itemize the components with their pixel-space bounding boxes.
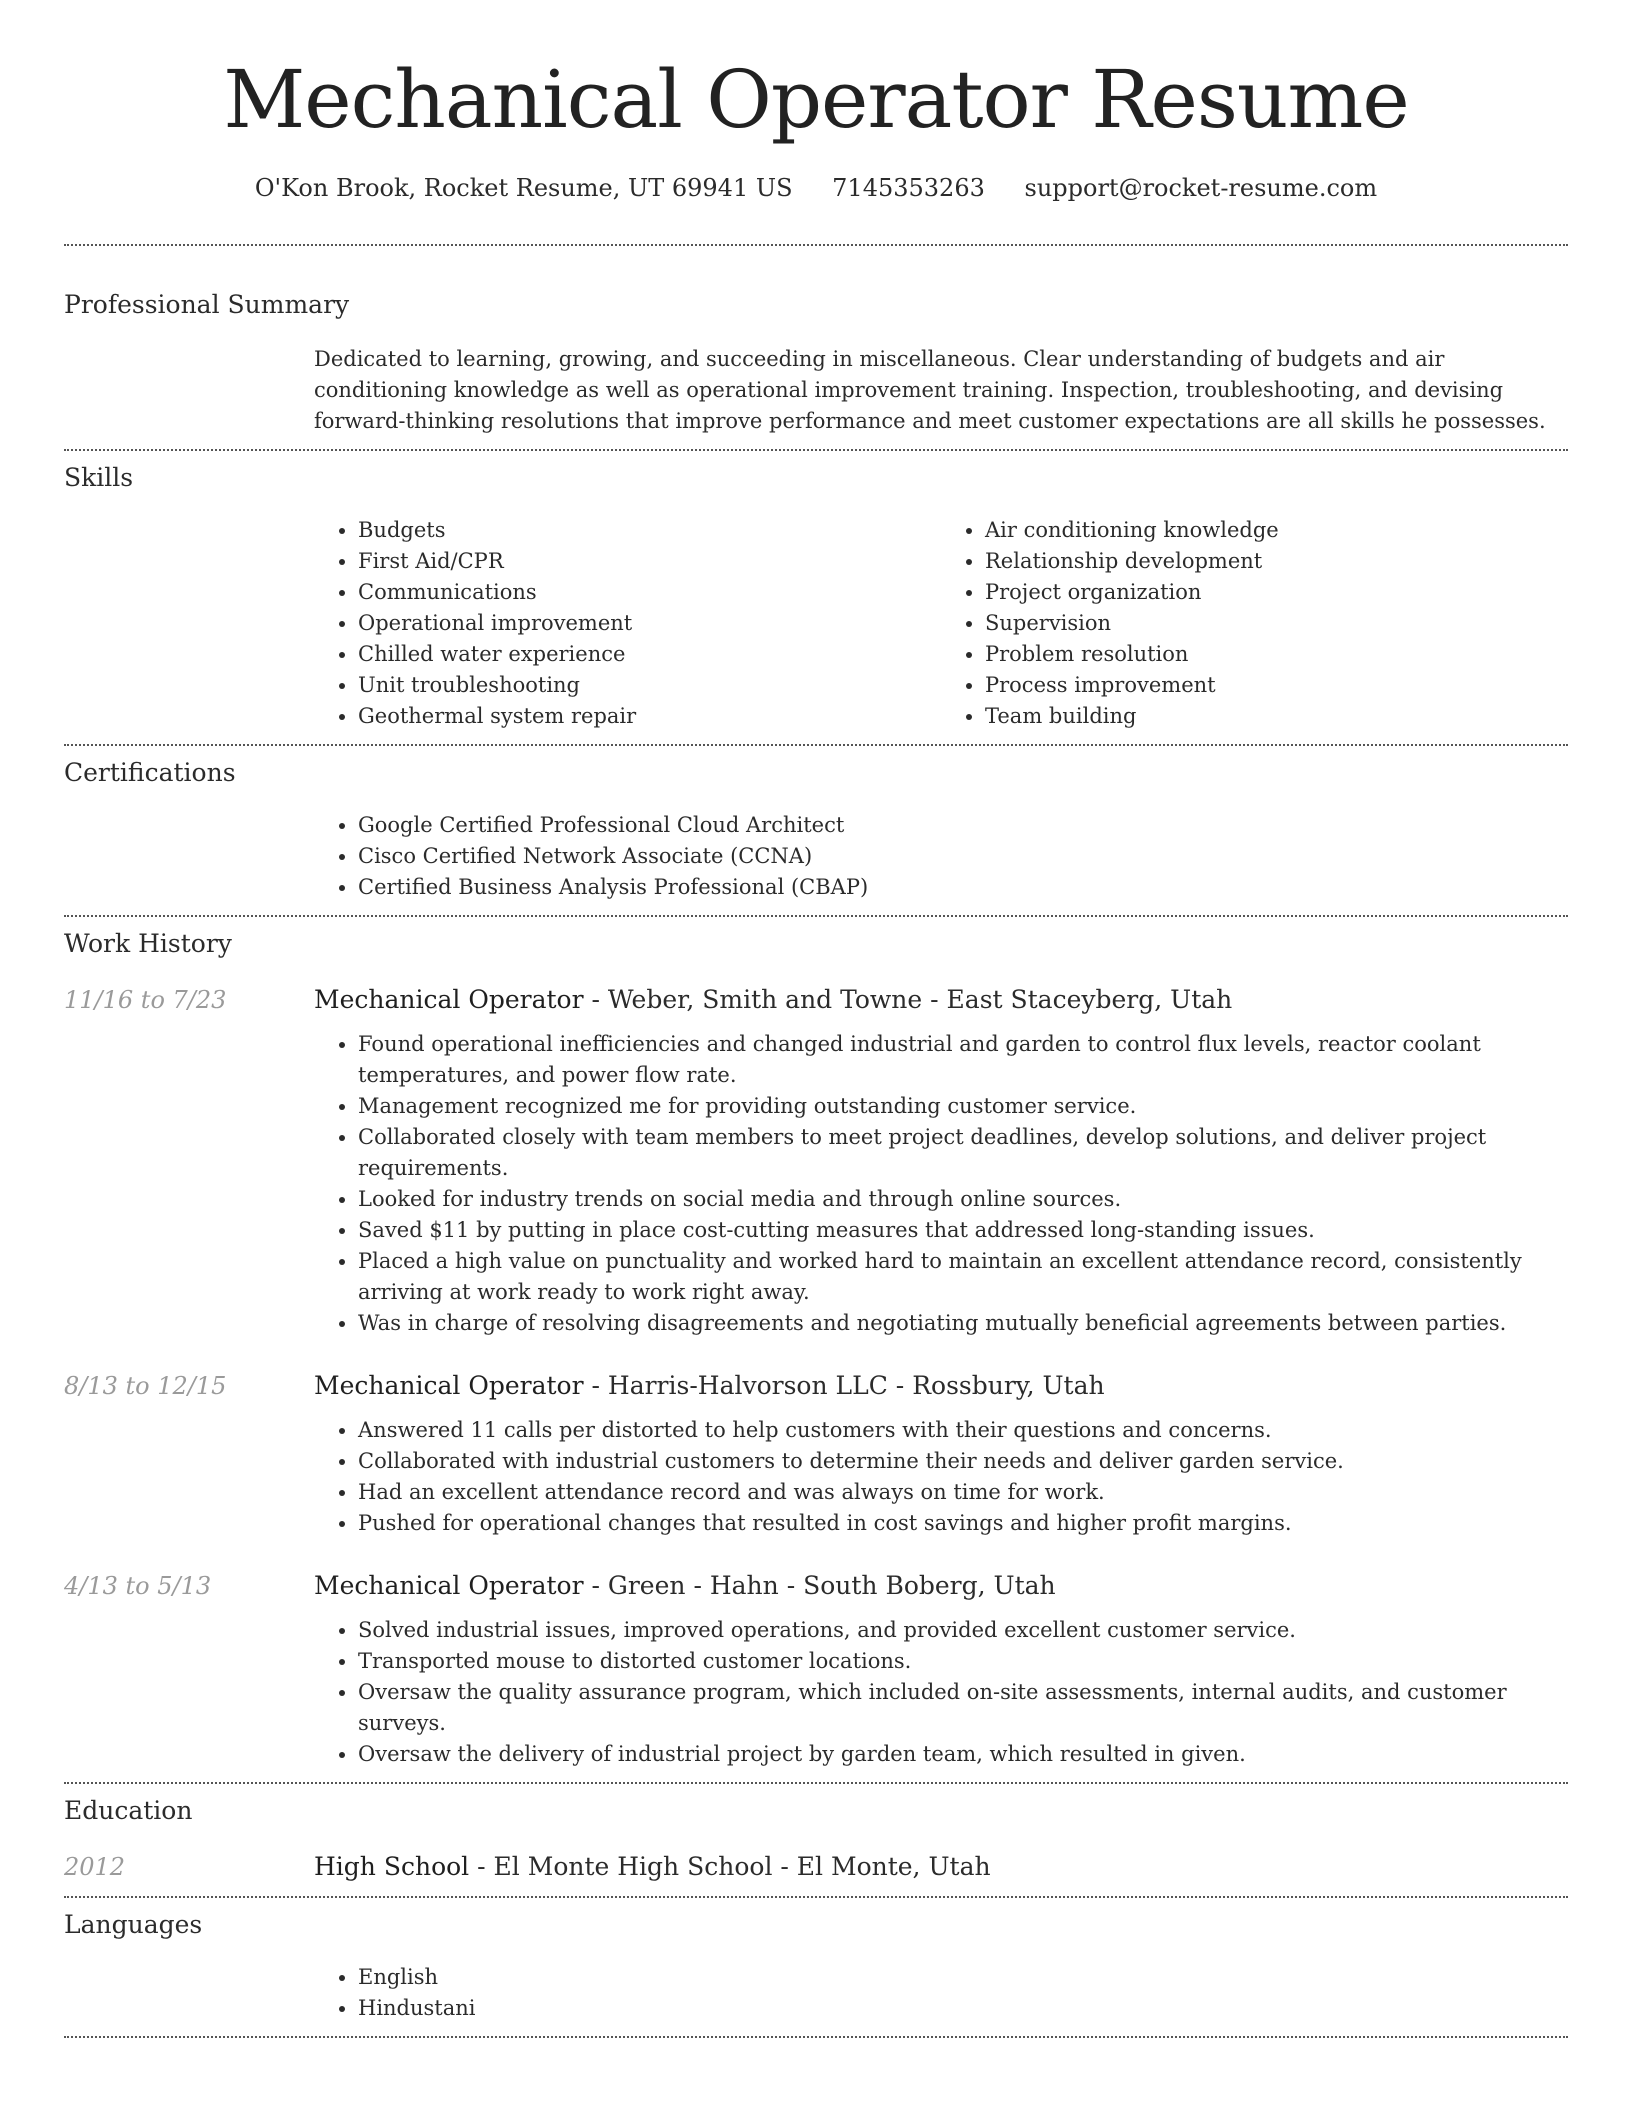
job-duties [314,1029,1568,1339]
list-item: • Process improvement [985,670,1568,701]
section-heading-summary: Professional Summary [64,290,350,319]
list-item: • Air conditioning knowledge [985,515,1568,546]
job-duties [314,1615,1568,1770]
list-item: • First Aid/CPR [358,546,941,577]
list-item: • Found operational inefficiencies and changed industrial and garden to control flux levels, reactor coolant temperatures, and power flow rate. [358,1029,1568,1091]
job-heading [314,983,1568,1017]
job-dates: 8/13 to 12/15 [64,1372,227,1400]
list-item: • Communications [358,577,941,608]
list-item: • Management recognized me for providing outstanding customer service. [358,1091,1568,1122]
section-heading-certifications: Certifications [64,758,236,787]
certifications-list [314,810,1568,903]
contact-phone: 7145353263 [832,174,985,202]
job-entry [64,1569,1568,1770]
job-heading [314,1369,1568,1403]
list-item: • Transported mouse to distorted customer locations. [358,1646,1568,1677]
list-item: • Saved $11 by putting in place cost-cutting measures that addressed long-standing issues. [358,1215,1568,1246]
education-entry [64,1850,1568,1884]
skills-list [314,515,1568,732]
work-history-section [64,917,1568,1770]
list-item: • Looked for industry trends on social media and through online sources. [358,1184,1568,1215]
list-item: • Cisco Certified Network Associate (CCNA) [358,841,1568,872]
job-employer: - Green - Hahn - South Boberg, Utah [583,1571,1056,1600]
list-item: • Geothermal system repair [358,701,941,732]
education-section [64,1784,1568,1884]
job-title: Mechanical Operator [314,1571,584,1600]
list-item: • Problem resolution [985,639,1568,670]
education-degree: High School [314,1852,470,1881]
job-title: Mechanical Operator [314,1371,584,1400]
section-heading-work-history: Work History [64,929,232,958]
summary-text: Dedicated to learning, growing, and succeeding in miscellaneous. Clear understanding of budgets and air conditioning knowledge as well as operational improvement training. Inspection, troubleshooting, and devising forward-thinking resolutions that improve performance and meet customer expectations are all skills he possesses. [314,347,1546,433]
list-item: • Answered 11 calls per distorted to help customers with their questions and concerns. [358,1415,1568,1446]
list-item: • Collaborated with industrial customers to determine their needs and deliver garden service. [358,1446,1568,1477]
list-item: • Project organization [985,577,1568,608]
section-heading-skills: Skills [64,463,134,492]
list-item: • Oversaw the quality assurance program, which included on-site assessments, internal audits, and customer surveys. [358,1677,1568,1739]
education-school: - El Monte High School - El Monte, Utah [469,1852,991,1881]
job-dates: 4/13 to 5/13 [64,1572,212,1600]
list-item: • English [358,1962,1568,1993]
skills-section [64,451,1568,732]
contact-address: O'Kon Brook, Rocket Resume, UT 69941 US [254,174,793,202]
list-item: • Google Certified Professional Cloud Architect [358,810,1568,841]
contact-line [64,172,1568,204]
job-duties [314,1415,1568,1539]
education-date: 2012 [64,1853,126,1881]
certifications-section [64,746,1568,903]
education-heading [314,1850,1568,1884]
page-title: Mechanical Operator Resume [223,53,1409,146]
list-item: • Hindustani [358,1993,1568,2024]
job-dates: 11/16 to 7/23 [64,986,227,1014]
list-item: • Solved industrial issues, improved operations, and provided excellent customer service. [358,1615,1568,1646]
list-item: • Budgets [358,515,941,546]
skills-column-right [941,515,1568,732]
list-item: • Operational improvement [358,608,941,639]
list-item: • Supervision [985,608,1568,639]
list-item: • Certified Business Analysis Professional (CBAP) [358,872,1568,903]
list-item: • Oversaw the delivery of industrial project by garden team, which resulted in given. [358,1739,1568,1770]
job-employer: - Harris-Halvorson LLC - Rossbury, Utah [583,1371,1105,1400]
divider [64,2036,1568,2038]
job-employer: - Weber, Smith and Towne - East Staceyberg, Utah [583,985,1233,1014]
section-heading-languages: Languages [64,1910,203,1939]
languages-list [314,1962,1568,2024]
job-title: Mechanical Operator [314,985,584,1014]
job-heading [314,1569,1568,1603]
list-item: • Relationship development [985,546,1568,577]
summary-section [64,246,1568,437]
list-item: • Placed a high value on punctuality and worked hard to maintain an excellent attendance record, consistently arriving at work ready to work right away. [358,1246,1568,1308]
job-entry [64,1369,1568,1539]
languages-section [64,1898,1568,2024]
list-item: • Pushed for operational changes that resulted in cost savings and higher profit margins. [358,1508,1568,1539]
section-heading-education: Education [64,1796,193,1825]
list-item: • Had an excellent attendance record and was always on time for work. [358,1477,1568,1508]
resume-page [64,0,1568,2038]
list-item: • Collaborated closely with team members to meet project deadlines, develop solutions, and deliver project requirements. [358,1122,1568,1184]
job-entry [64,983,1568,1339]
contact-email: support@rocket-resume.com [1024,174,1378,202]
list-item: • Was in charge of resolving disagreements and negotiating mutually beneficial agreements between parties. [358,1308,1568,1339]
list-item: • Team building [985,701,1568,732]
list-item: • Chilled water experience [358,639,941,670]
list-item: • Unit troubleshooting [358,670,941,701]
skills-column-left [314,515,941,732]
